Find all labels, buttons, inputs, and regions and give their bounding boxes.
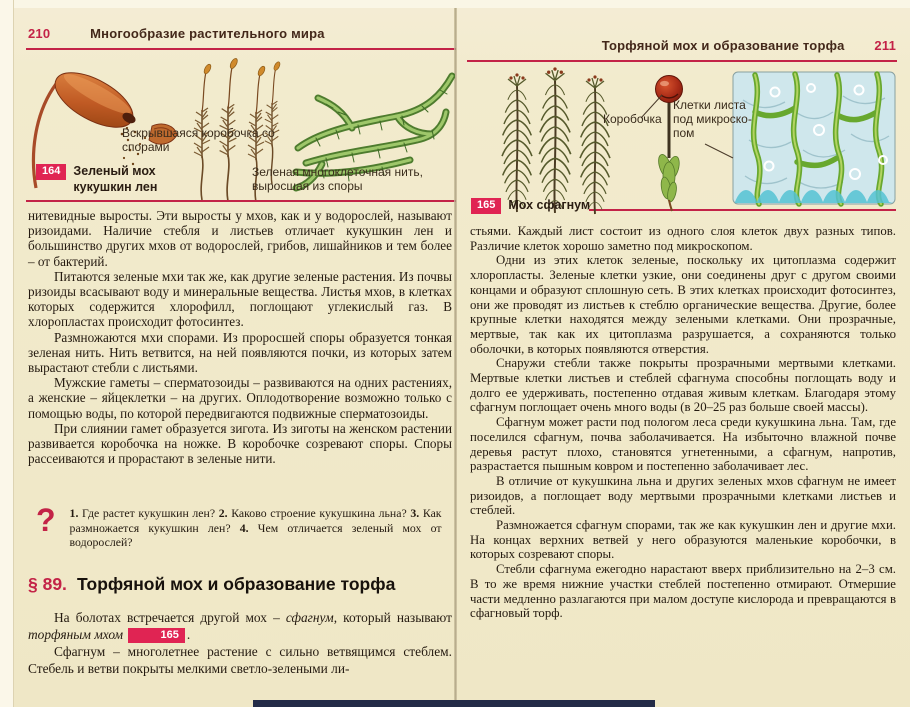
sphagnum-capsule-illustration <box>656 76 683 212</box>
question-mark-icon: ? <box>36 502 56 538</box>
left-running-head <box>28 26 325 41</box>
left-figure-rule <box>26 200 456 202</box>
body-paragraph: При слиянии гамет образуется зигота. Из зиготы на женском растении развивается коробочка на ножке. В коробочке созревают споры. Споры рассеиваются и прорастают в зеленые нити. <box>28 420 452 467</box>
sphagnum-capsule-label: Коробочка <box>603 112 662 126</box>
question-number: 1. <box>69 506 79 520</box>
right-running-head <box>602 38 896 53</box>
body-paragraph: Мужские гаметы – сперматозоиды – развиваются на одних растениях, а женские – яйцеклетки – на других. Оплодотворение возможно только с помощью воды, по которой передвигаются подвижные сперматозоиды. <box>28 375 452 421</box>
section-intro-text <box>28 610 452 677</box>
section-number: § 89. <box>28 574 67 594</box>
section-title: Торфяной мох и образование торфа <box>76 574 396 594</box>
left-figure-caption <box>36 164 206 195</box>
scan-left-edge <box>0 0 14 707</box>
leaf-cells-label: Клетки листа под микроскопом <box>673 98 752 141</box>
questions-text <box>70 506 442 550</box>
question-text: Где растет кукушкин лен? <box>82 506 216 520</box>
right-figure-caption-text: Мох сфагнум <box>508 198 591 212</box>
section-heading <box>28 574 395 595</box>
left-running-head-title: Многообразие растительного мира <box>90 26 325 41</box>
right-header-rule <box>467 60 897 62</box>
left-page-number: 210 <box>28 26 51 41</box>
body-paragraph: Одни из этих клеток зеленые, поскольку их цитоплазма содержит хлоропласты. Зеленые клетки узкие, они соединены друг с другом своими концами и образуют сплошную сеть. В этих клетках происходит фотосинтез, они же проводят из листьев к стеблю органические вещества. Другие, более крупные клетки находятся между зелеными клетками. Они прозрачные, мертвые, так как их цитоплазма разрушается, а сохраняются только оболочки, в которых появляются отверстия. <box>470 253 896 356</box>
question-number: 3. <box>410 506 420 520</box>
left-page <box>14 8 454 707</box>
right-body-text <box>470 224 896 621</box>
body-paragraph: стьями. Каждый лист состоит из одного слоя клеток двух разных типов. Различие клеток хорошо заметно под микроскопом. <box>470 224 896 253</box>
body-paragraph: нитевидные выросты. Эти выросты у мхов, как и у водорослей, называют ризоидами. Наличие стебля и листьев отличает кукушкин лен и большинство других мхов от водорослей, грибов, лишайников и тем более – от бактерий. <box>28 208 452 269</box>
body-paragraph: Сфагнум – многолетнее растение с сильно ветвящимся стеблем. Стебель и ветви покрыты мелкими светло-зелеными ли- <box>28 644 452 676</box>
figure-164-badge: 164 <box>36 164 66 180</box>
cells-pointer-line <box>705 144 733 158</box>
figure-165-reference-badge: 165 <box>128 628 184 644</box>
body-paragraph: Снаружи стебли также покрыты прозрачными мертвыми клетками. Мертвые клетки листьев и стеблей сфагнума способны поглощать воду и долго ее удерживать, постепенно отдавая живым клеткам. Благодаря этому сфагнум поглощает очень много воды (в 20–25 раз больше своей массы). <box>470 356 896 415</box>
body-paragraph: Размножаются мхи спорами. Из проросшей споры образуется тонкая зеленая нить. Нить ветвится, на ней появляются почки, из которых затем вырастают стебли с листьями. <box>28 329 452 376</box>
capsule-label: Вскрывшаяся коробочка со спорами <box>122 126 275 155</box>
question-number: 2. <box>218 506 228 520</box>
right-page <box>457 8 910 707</box>
scan-edge-bar <box>253 700 655 707</box>
sphagnum-plants-illustration <box>502 67 610 214</box>
right-running-head-title: Торфяной мох и образование торфа <box>601 38 845 53</box>
intro-italic-sphagnum: сфагнум <box>285 610 334 625</box>
intro-text: . <box>186 626 191 642</box>
intro-text: На болотах встречается другой мох – <box>54 610 286 625</box>
question-text: Как размножается кукушкин лен? <box>69 506 442 535</box>
left-header-rule <box>26 48 456 50</box>
intro-paragraph <box>28 610 452 644</box>
body-paragraph: Стебли сфагнума ежегодно нарастают вверх приблизительно на 2–3 см. В то же время нижние участки стеблей постепенно отмирают. Отмершие части медленно разлагаются при малом доступе кислорода и превращаются в сфагновый торф. <box>470 562 896 621</box>
body-paragraph: В отличие от кукушкина льна и других зеленых мхов сфагнум не имеет ризоидов, а поглощает воду мертвыми прозрачными клетками листьев и стеблей. <box>470 473 896 518</box>
left-body-text <box>28 208 452 466</box>
question-text: Каково строение кукушкина льна? <box>231 506 407 520</box>
left-figure-caption-text: Зеленый мох кукушкин лен <box>73 164 158 194</box>
question-number: 4. <box>239 520 249 535</box>
figure-165-badge: 165 <box>471 198 501 214</box>
questions-block <box>28 502 456 550</box>
body-paragraph: Размножается сфагнум спорами, так же как кукушкин лен и другие мхи. На концах верхних ветвей у него образуются маленькие коробочки, в которых созревают споры. <box>470 518 896 562</box>
intro-text: , который называют <box>333 610 452 625</box>
right-page-number: 211 <box>874 38 896 53</box>
right-figure-caption <box>471 198 590 214</box>
intro-italic-peat-moss: торфяным мхом <box>28 626 124 642</box>
question-text: Чем отличается зеленый мох от водорослей? <box>69 520 442 550</box>
body-paragraph: Сфагнум может расти под пологом леса среди кукушкина льна. Там, где поселился сфагнум, почва заболачивается. На избыточно влажной почве деревья растут плохо, становятся угнетенными, а сфагнум, напротив, разрастается пышным ковром и постепенно заболачивает лес. <box>470 415 896 474</box>
body-paragraph: Питаются зеленые мхи так же, как другие зеленые растения. Из почвы ризоиды всасывают воду и минеральные вещества. Листья мхов, в клетках которых содержится хлорофилл, поглощают углекислый газ. В хлоропластах происходит фотосинтез. <box>28 268 452 330</box>
thread-label: Зеленая многоклеточная нить, выросшая из споры <box>252 165 423 194</box>
